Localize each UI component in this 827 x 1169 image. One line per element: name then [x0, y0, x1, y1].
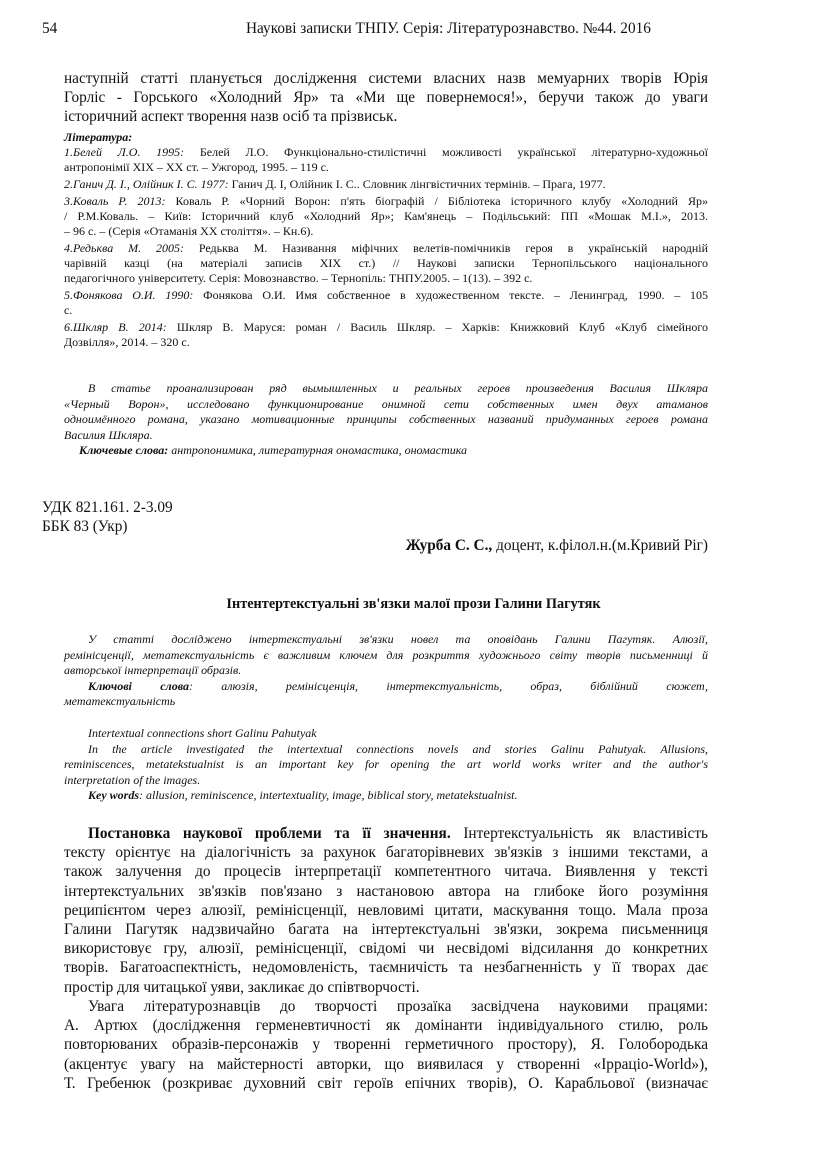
journal-running-head: Наукові записки ТНПУ. Серія: Літературознавство. №44. 2016 [246, 20, 651, 37]
body-line: Т. Гребенюк (розкриває духовний світ героїв епічних творів), О. Карабльової (визначає [64, 1074, 708, 1092]
body-line: реципієнтом через алюзії, ремінісценції, невловимі цитати, маскування тощо. Мала проза [64, 901, 708, 919]
text-line: наступній статті планується дослідження системи власних назв мемуарних творів Юрія [64, 70, 708, 87]
body-line: Галини Пагутяк надзвичайно багата на інтертекстуальні зв'язки, зокрема письменниця [64, 921, 708, 939]
section-heading: Постановка наукової проблеми та її значення. [88, 825, 451, 842]
reference-item [64, 241, 708, 286]
intro-paragraph [64, 69, 708, 126]
body-line: використовує гру, алюзії, ремінісценції, свідомі чи несвідомі відсилання до конкретних [64, 940, 708, 958]
author-name: Журба С. С., [405, 537, 493, 554]
body-line: А. Артюх (дослідження герменевтичності як домінанти індивідуального стилю, роль [64, 1017, 708, 1035]
body-line: творів. Багатоаспектність, недомовленість, таємничість та незбагненність у її творах дає [64, 959, 708, 977]
udk-code: УДК 821.161. 2-3.09 [42, 499, 173, 516]
russian-abstract [64, 381, 708, 459]
reference-line: Дозвілля», 2014. – 320 с. [64, 335, 190, 349]
ukrainian-abstract [64, 632, 708, 710]
references-heading: Література: [64, 130, 133, 144]
abstract-line: reminiscences, metatekstualnist is an important key for opening the art world works writer and the author's [64, 757, 708, 771]
reference-author: 2.Ганич Д. І., Олійник І. С. 1977: [64, 177, 229, 191]
reference-line [64, 241, 708, 256]
reference-line [64, 177, 708, 192]
reference-item [64, 194, 708, 239]
reference-text: Шкляр В. Маруся: роман / Василь Шкляр. – Харків: Книжковий Клуб «Клуб сімейного [176, 320, 709, 334]
body-text: Інтертекстуальність як властивість [450, 825, 708, 842]
abstract-line: In the article investigated the intertextual connections novels and stories Galinu Pahutyak. Allusions, [88, 741, 708, 756]
author-line [406, 537, 708, 555]
reference-item [64, 288, 708, 318]
abstract-line: interpretation of the images. [64, 772, 201, 787]
reference-line: / Р.М.Коваль. – Київ: Історичний клуб «Холодний Яр»; Кам'янець – Подільський: ПП «Мошак М.І.», 2013. [64, 209, 708, 223]
reference-item [64, 177, 708, 192]
keywords-text: антропонимика, литературная ономастика, ономастика [168, 443, 468, 457]
reference-line: чарівній казці (на матеріалі записів XIX ст.) // Наукові записки Тернопільського національного [64, 256, 708, 270]
reference-author: 4.Редьква М. 2005: [64, 241, 184, 255]
reference-text: Белей Л.О. Функціонально-стилістичні можливості української літературно-художньої [199, 145, 708, 159]
bbk-code: ББК 83 (Укр) [42, 518, 128, 535]
reference-author: 5.Фонякова О.И. 1990: [64, 288, 194, 302]
reference-line: с. [64, 303, 73, 317]
page-number: 54 [42, 20, 58, 37]
body-line: Увага літературознавців до творчості прозаїка засвідчена науковими працями: [88, 998, 708, 1015]
keywords-text: : алюзія, ремінісценція, інтертекстуальність, образ, біблійний сюжет, [188, 678, 709, 693]
body-line: інтертекстуальних зв'язків пов'язано з настановою автора на глибоке його розуміння [64, 882, 708, 900]
author-affiliation: доцент, к.філол.н.(м.Кривий Ріг) [492, 537, 708, 554]
keywords-line [64, 788, 708, 804]
reference-line: – 96 с. – (Серія «Отаманія XX століття». – Кн.6). [64, 224, 314, 238]
body-line: також залучення до процесів інтерпретації компетентного читача. Виявлення у тексті [64, 863, 708, 881]
keywords-text: : allusion, reminiscence, intertextuality, image, biblical story, metatekstualnist. [139, 788, 518, 802]
body-line [64, 824, 708, 843]
body-line: простір для читацької уяви, закликає до співтворчості. [64, 978, 420, 996]
keywords-line [64, 443, 708, 459]
reference-line [64, 145, 708, 160]
text-line: історичний аспект творення назв осіб та прізвиськ. [64, 108, 398, 125]
abstract-line: авторської інтерпретації образів. [64, 663, 242, 677]
abstract-line: «Черный Ворон», исследовано функционирование онимной сети собственных имен двух атаманов [64, 396, 708, 411]
keywords-label: Key words [88, 788, 139, 802]
reference-line: педагогічного університету. Серія: Мовознавство. – Тернопіль: ТНПУ.2005. – 1(13). – 392 с. [64, 271, 533, 285]
reference-text: Редьква М. Називання міфічних велетів-помічників героя в українській народній [198, 241, 709, 255]
reference-text: Фонякова О.И. Имя собственное в художественном тексте. – Ленинград, 1990. – 105 [203, 288, 709, 302]
reference-author: 3.Коваль Р. 2013: [64, 194, 166, 208]
reference-author: 1.Белей Л.О. 1995: [64, 145, 185, 159]
reference-item [64, 320, 708, 350]
body-line: тексту орієнтує на діалогічність за рахунок багаторівневих зв'язків з іншими текстами, а [64, 844, 708, 862]
reference-author: 6.Шкляр В. 2014: [64, 320, 167, 334]
reference-text: Ганич Д. І, Олійник І. С.. Словник лінгвістичних термінів. – Прага, 1977. [231, 177, 606, 191]
reference-line [64, 288, 708, 303]
abstract-line: В статье проанализирован ряд вымышленных и реальных героев произведения Василия Шкляра [88, 381, 708, 395]
body-paragraph-1 [64, 824, 708, 997]
keywords-line: метатекстуальність [64, 694, 176, 708]
body-paragraph-2 [64, 997, 708, 1093]
body-line: (акцентує увагу на майстерності авторки, що виявилася у створенні «Ірраціо-World»), [64, 1055, 708, 1073]
abstract-line: Василия Шкляра. [64, 427, 153, 442]
abstract-line: У статті досліджено інтертекстуальні зв'язки новел та оповідань Галини Пагутяк. Алюзії, [88, 632, 708, 646]
article-title: Інтентертекстуальні зв'язки малої прози Галини Пагутяк [226, 596, 601, 612]
reference-line [64, 194, 708, 209]
keywords-label: Ключові слова [88, 678, 189, 693]
reference-line [64, 320, 708, 335]
keywords-line [64, 679, 708, 695]
references-list [64, 130, 708, 352]
english-abstract [64, 726, 708, 804]
text-line: Горліс - Горського «Холодний Яр» та «Ми ще повернемося!», беручи також до уваги [64, 89, 708, 106]
reference-item [64, 145, 708, 175]
keywords-label: Ключевые слова: [79, 443, 169, 457]
reference-line: антропонімії XIX – XX ст. – Ужгород, 1995. – 119 с. [64, 160, 329, 174]
abstract-line: одноимённого романа, указано мотивационные принципы собственных названий придуманных героев романа [64, 412, 708, 426]
body-line: повторюваних образів-персонажів у творенні герметичного простору), Я. Голобородька [64, 1036, 708, 1054]
abstract-line: ремінісценції, метатекстуальність є важливим ключем для розкриття художнього світу творів письменниці й [64, 647, 708, 662]
reference-text: Коваль Р. «Чорний Ворон: п'ять біографій / Бібліотека історичного клубу «Холодний Яр» [175, 194, 708, 208]
abstract-title: Intertextual connections short Galinu Pahutyak [88, 726, 317, 740]
